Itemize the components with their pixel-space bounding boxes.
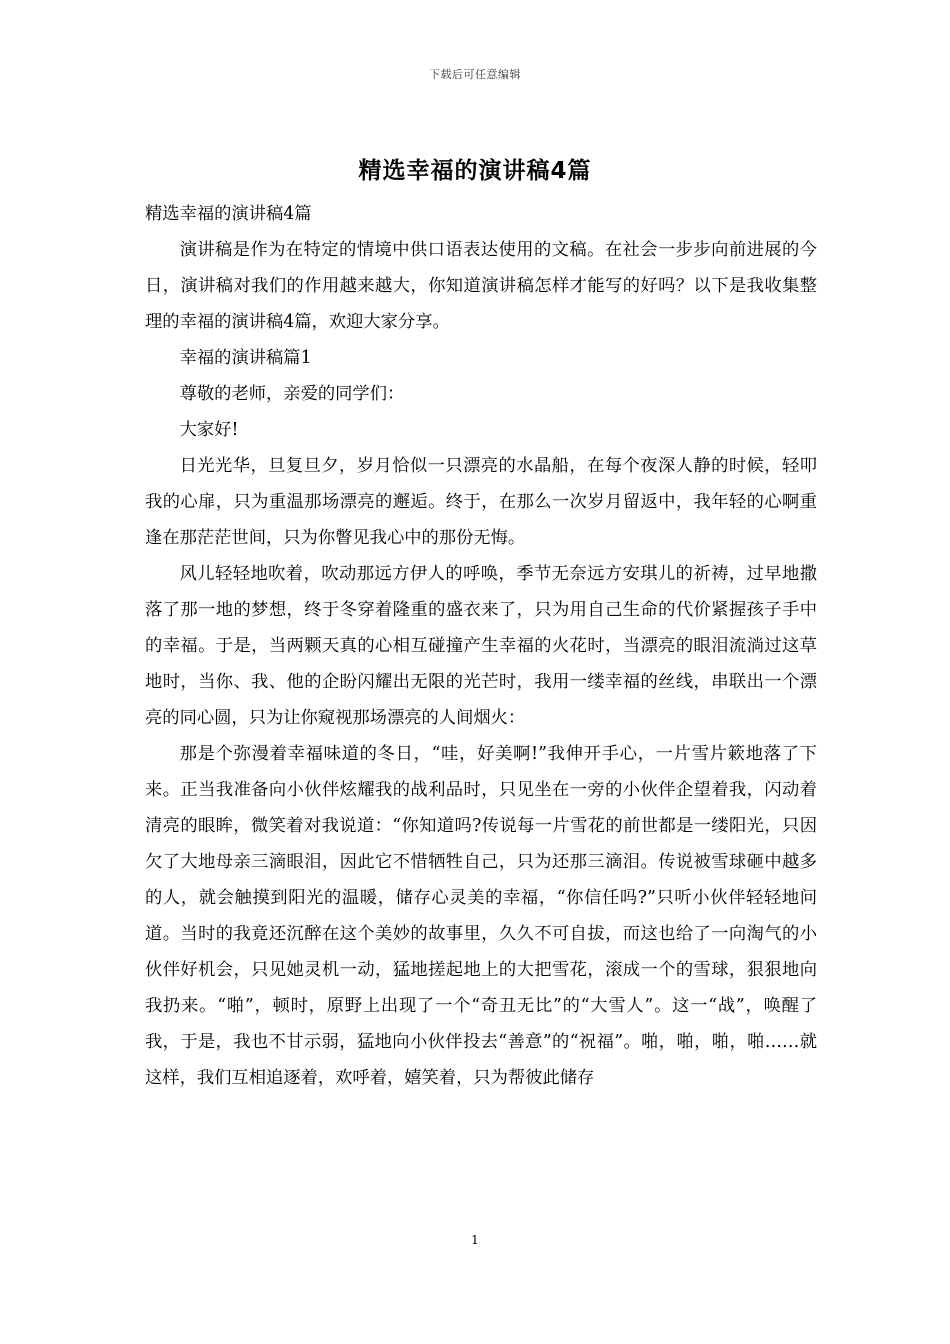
paragraph-salutation: 尊敬的老师，亲爱的同学们： (179, 384, 405, 404)
paragraph-body: 风儿轻轻地吹着，吹动那远方伊人的呼唤，季节无奈远方安琪儿的祈祷，过早地撒落了那一地的梦想，终于冬穿着隆重的盛衣来了，只为用自己生命的代价紧握孩子手中的幸福。于是，当两颗天真的心相互碰撞产生幸福的火花时，当漂亮的眼泪流淌过这草地时，当你、我、他的企盼闪耀出无限的光芒时，我用一缕幸福的丝线，串联出一个漂亮的同心圆，只为让你窥视那场漂亮的人间烟火： (145, 564, 817, 728)
paragraph-body: 那是个弥漫着幸福味道的冬日，“哇，好美啊!”我伸开手心，一片雪片簌地落了下来。正当我准备向小伙伴炫耀我的战利品时，只见坐在一旁的小伙伴企望着我，闪动着清亮的眼眸，微笑着对我说道：“你知道吗?传说每一片雪花的前世都是一缕阳光，只因欠了大地母亲三滴眼泪，因此它不惜牺牲自己，只为还那三滴泪。传说被雪球砸中越多的人，就会触摸到阳光的温暖，储存心灵美的幸福，“你信任吗?”只听小伙伴轻轻地问道。当时的我竟还沉醉在这个美妙的故事里，久久不可自拔，而这也给了一向淘气的小伙伴好机会，只见她灵机一动，猛地搓起地上的大把雪花，滚成一个的雪球，狠狠地向我扔来。“啪”，顿时，原野上出现了一个“奇丑无比”的“大雪人”。这一“战”，唤醒了我，于是，我也不甘示弱，猛地向小伙伴投去“善意”的“祝福”。啪，啪，啪，啪……就这样，我们互相追逐着，欢呼着，嬉笑着，只为帮彼此储存 (145, 744, 817, 1088)
paragraph-subtitle: 精选幸福的演讲稿4篇 (145, 204, 312, 224)
document-title: 精选幸福的演讲稿4篇 (358, 158, 592, 184)
page-header: 下载后可任意编辑 (429, 68, 521, 81)
paragraph-section-heading: 幸福的演讲稿篇1 (179, 348, 312, 368)
paragraph-greeting: 大家好! (179, 420, 239, 440)
page-number: 1 (471, 1233, 479, 1247)
paragraph-intro: 演讲稿是作为在特定的情境中供口语表达使用的文稿。在社会一步步向前进展的今日，演讲稿对我们的作用越来越大，你知道演讲稿怎样才能写的好吗？以下是我收集整理的幸福的演讲稿4篇，欢迎大家分享。 (145, 240, 817, 332)
paragraph-body: 日光光华，旦复旦夕，岁月恰似一只漂亮的水晶船，在每个夜深人静的时候，轻叩我的心扉，只为重温那场漂亮的邂逅。终于，在那么一次岁月留返中，我年轻的心啊重逢在那茫茫世间，只为你瞥见我心中的那份无悔。 (145, 456, 817, 548)
document-body (145, 196, 817, 1096)
